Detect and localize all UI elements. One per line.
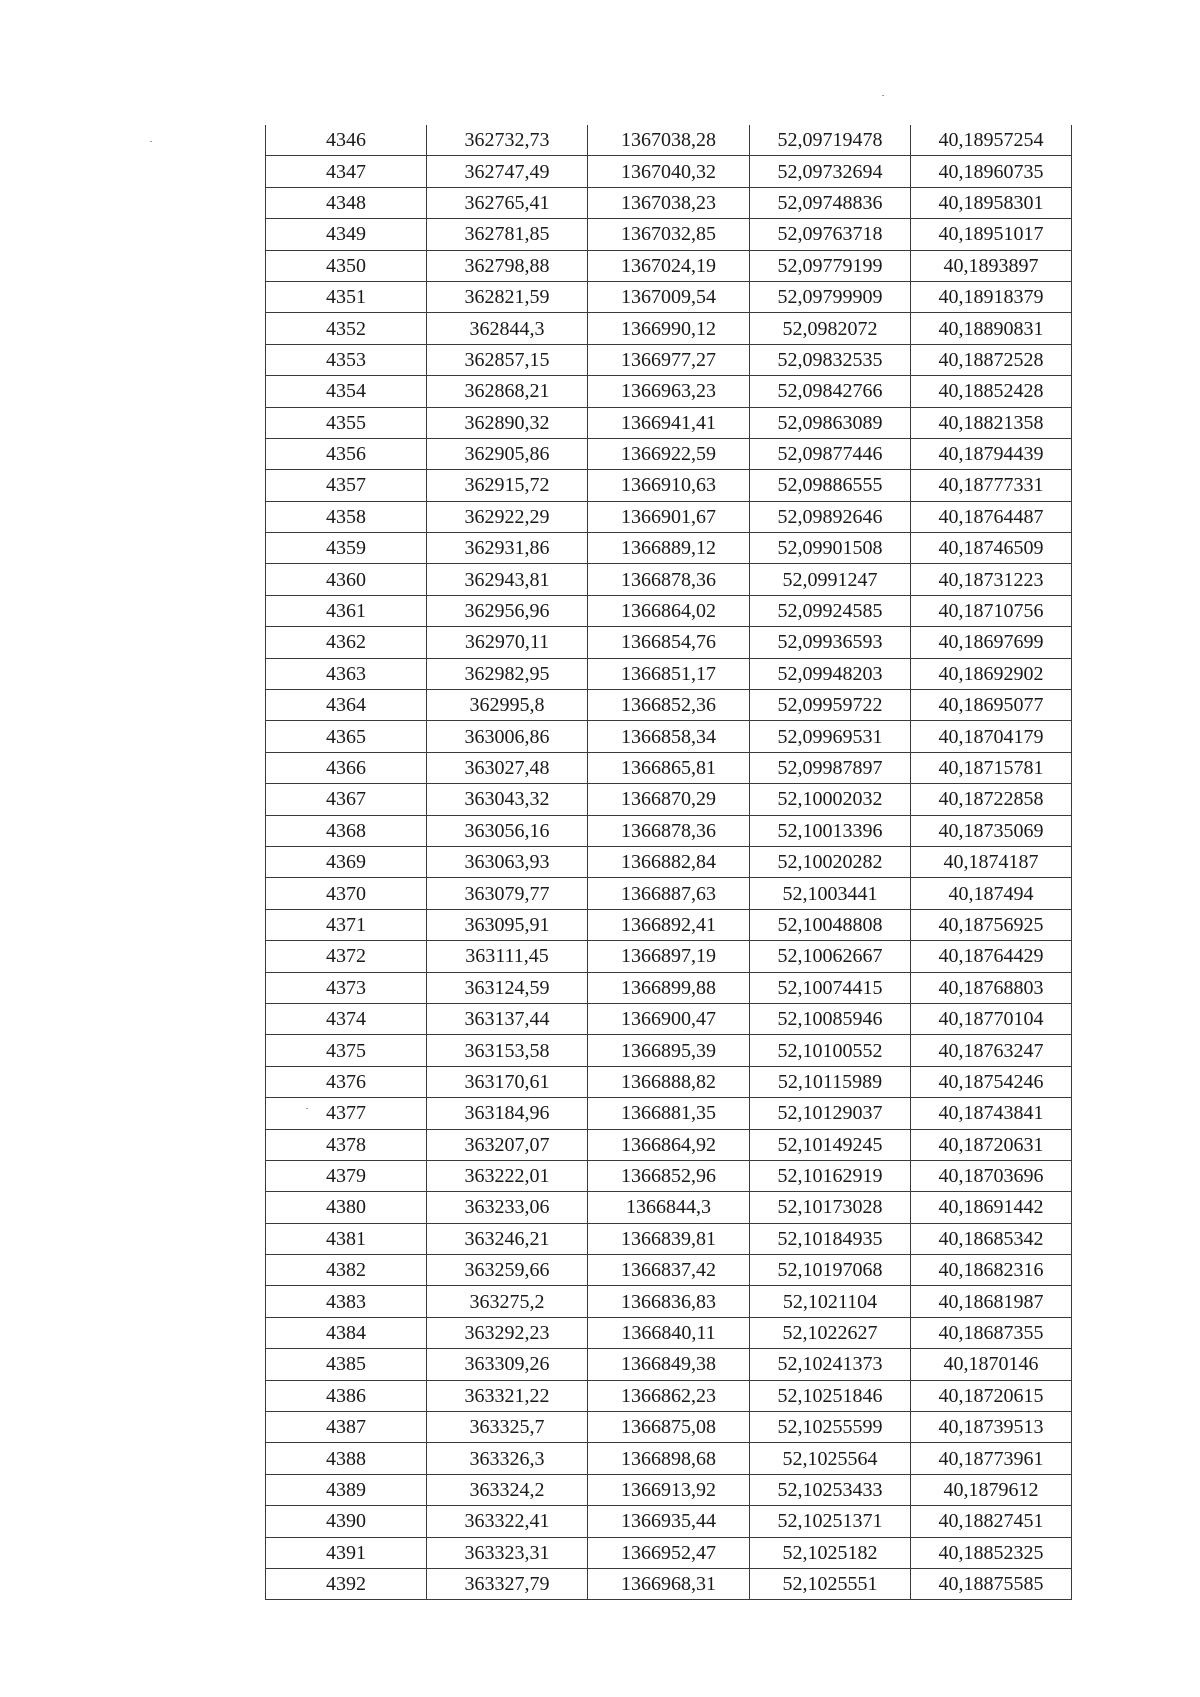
longitude-cell: 40,18872528 xyxy=(911,344,1072,375)
table-row xyxy=(266,941,1072,972)
latitude-cell: 52,09763718 xyxy=(750,219,911,250)
x-coordinate-cell: 362915,72 xyxy=(427,470,588,501)
latitude-cell: 52,09969531 xyxy=(750,721,911,752)
longitude-cell: 40,1870146 xyxy=(911,1349,1072,1380)
longitude-cell: 40,18763247 xyxy=(911,1035,1072,1066)
x-coordinate-cell: 362995,8 xyxy=(427,690,588,721)
point-number-cell: 4384 xyxy=(266,1317,427,1348)
x-coordinate-cell: 363111,45 xyxy=(427,941,588,972)
latitude-cell: 52,09748836 xyxy=(750,187,911,218)
latitude-cell: 52,10115989 xyxy=(750,1066,911,1097)
latitude-cell: 52,09886555 xyxy=(750,470,911,501)
y-coordinate-cell: 1366941,41 xyxy=(588,407,750,438)
y-coordinate-cell: 1366878,36 xyxy=(588,815,750,846)
x-coordinate-cell: 362821,59 xyxy=(427,281,588,312)
y-coordinate-cell: 1366900,47 xyxy=(588,1003,750,1034)
x-coordinate-cell: 362868,21 xyxy=(427,376,588,407)
longitude-cell: 40,18739513 xyxy=(911,1412,1072,1443)
latitude-cell: 52,09719478 xyxy=(750,125,911,156)
x-coordinate-cell: 363095,91 xyxy=(427,909,588,940)
y-coordinate-cell: 1366840,11 xyxy=(588,1317,750,1348)
latitude-cell: 52,10074415 xyxy=(750,972,911,1003)
point-number-cell: 4366 xyxy=(266,752,427,783)
table-row xyxy=(266,658,1072,689)
table-row xyxy=(266,470,1072,501)
x-coordinate-cell: 362732,73 xyxy=(427,125,588,156)
point-number-cell: 4357 xyxy=(266,470,427,501)
y-coordinate-cell: 1367038,23 xyxy=(588,187,750,218)
table-row xyxy=(266,1317,1072,1348)
longitude-cell: 40,18722858 xyxy=(911,784,1072,815)
longitude-cell: 40,18827451 xyxy=(911,1506,1072,1537)
x-coordinate-cell: 362890,32 xyxy=(427,407,588,438)
table-row xyxy=(266,909,1072,940)
longitude-cell: 40,18691442 xyxy=(911,1192,1072,1223)
latitude-cell: 52,09779199 xyxy=(750,250,911,281)
point-number-cell: 4372 xyxy=(266,941,427,972)
y-coordinate-cell: 1366852,36 xyxy=(588,690,750,721)
longitude-cell: 40,18756925 xyxy=(911,909,1072,940)
longitude-cell: 40,18852325 xyxy=(911,1537,1072,1568)
latitude-cell: 52,10048808 xyxy=(750,909,911,940)
latitude-cell: 52,10197068 xyxy=(750,1255,911,1286)
x-coordinate-cell: 363325,7 xyxy=(427,1412,588,1443)
table-row xyxy=(266,1098,1072,1129)
y-coordinate-cell: 1366875,08 xyxy=(588,1412,750,1443)
x-coordinate-cell: 363322,41 xyxy=(427,1506,588,1537)
point-number-cell: 4363 xyxy=(266,658,427,689)
latitude-cell: 52,09901508 xyxy=(750,533,911,564)
longitude-cell: 40,18958301 xyxy=(911,187,1072,218)
longitude-cell: 40,18703696 xyxy=(911,1160,1072,1191)
x-coordinate-cell: 362747,49 xyxy=(427,156,588,187)
longitude-cell: 40,18720631 xyxy=(911,1129,1072,1160)
y-coordinate-cell: 1366889,12 xyxy=(588,533,750,564)
x-coordinate-cell: 363184,96 xyxy=(427,1098,588,1129)
y-coordinate-cell: 1366870,29 xyxy=(588,784,750,815)
longitude-cell: 40,18692902 xyxy=(911,658,1072,689)
point-number-cell: 4379 xyxy=(266,1160,427,1191)
latitude-cell: 52,10129037 xyxy=(750,1098,911,1129)
longitude-cell: 40,18704179 xyxy=(911,721,1072,752)
y-coordinate-cell: 1366892,41 xyxy=(588,909,750,940)
table-row xyxy=(266,344,1072,375)
table-row xyxy=(266,156,1072,187)
point-number-cell: 4375 xyxy=(266,1035,427,1066)
longitude-cell: 40,18754246 xyxy=(911,1066,1072,1097)
table-row xyxy=(266,438,1072,469)
point-number-cell: 4387 xyxy=(266,1412,427,1443)
longitude-cell: 40,18794439 xyxy=(911,438,1072,469)
x-coordinate-cell: 363027,48 xyxy=(427,752,588,783)
x-coordinate-cell: 363079,77 xyxy=(427,878,588,909)
point-number-cell: 4352 xyxy=(266,313,427,344)
longitude-cell: 40,18821358 xyxy=(911,407,1072,438)
latitude-cell: 52,09924585 xyxy=(750,595,911,626)
latitude-cell: 52,1021104 xyxy=(750,1286,911,1317)
table-row xyxy=(266,784,1072,815)
table-row xyxy=(266,1349,1072,1380)
point-number-cell: 4346 xyxy=(266,125,427,156)
y-coordinate-cell: 1366922,59 xyxy=(588,438,750,469)
point-number-cell: 4368 xyxy=(266,815,427,846)
point-number-cell: 4365 xyxy=(266,721,427,752)
table-row xyxy=(266,1506,1072,1537)
table-row xyxy=(266,564,1072,595)
latitude-cell: 52,1025551 xyxy=(750,1568,911,1599)
scan-speck xyxy=(882,95,884,96)
latitude-cell: 52,10253433 xyxy=(750,1474,911,1505)
point-number-cell: 4362 xyxy=(266,627,427,658)
longitude-cell: 40,18951017 xyxy=(911,219,1072,250)
x-coordinate-cell: 363207,07 xyxy=(427,1129,588,1160)
x-coordinate-cell: 362765,41 xyxy=(427,187,588,218)
table-row xyxy=(266,1286,1072,1317)
y-coordinate-cell: 1366901,67 xyxy=(588,501,750,532)
x-coordinate-cell: 363309,26 xyxy=(427,1349,588,1380)
x-coordinate-cell: 363124,59 xyxy=(427,972,588,1003)
table-row xyxy=(266,878,1072,909)
y-coordinate-cell: 1366864,02 xyxy=(588,595,750,626)
y-coordinate-cell: 1366836,83 xyxy=(588,1286,750,1317)
latitude-cell: 52,10020282 xyxy=(750,846,911,877)
point-number-cell: 4361 xyxy=(266,595,427,626)
x-coordinate-cell: 363043,32 xyxy=(427,784,588,815)
table-row xyxy=(266,721,1072,752)
y-coordinate-cell: 1366844,3 xyxy=(588,1192,750,1223)
y-coordinate-cell: 1367032,85 xyxy=(588,219,750,250)
table-row xyxy=(266,250,1072,281)
longitude-cell: 40,18682316 xyxy=(911,1255,1072,1286)
x-coordinate-cell: 363153,58 xyxy=(427,1035,588,1066)
longitude-cell: 40,18687355 xyxy=(911,1317,1072,1348)
y-coordinate-cell: 1366837,42 xyxy=(588,1255,750,1286)
y-coordinate-cell: 1367024,19 xyxy=(588,250,750,281)
latitude-cell: 52,10149245 xyxy=(750,1129,911,1160)
x-coordinate-cell: 362970,11 xyxy=(427,627,588,658)
latitude-cell: 52,10184935 xyxy=(750,1223,911,1254)
point-number-cell: 4350 xyxy=(266,250,427,281)
x-coordinate-cell: 363326,3 xyxy=(427,1443,588,1474)
y-coordinate-cell: 1366990,12 xyxy=(588,313,750,344)
x-coordinate-cell: 363056,16 xyxy=(427,815,588,846)
table-row xyxy=(266,281,1072,312)
scan-speck xyxy=(150,141,152,142)
point-number-cell: 4377 xyxy=(266,1098,427,1129)
point-number-cell: 4391 xyxy=(266,1537,427,1568)
longitude-cell: 40,18731223 xyxy=(911,564,1072,595)
y-coordinate-cell: 1366878,36 xyxy=(588,564,750,595)
point-number-cell: 4370 xyxy=(266,878,427,909)
y-coordinate-cell: 1366935,44 xyxy=(588,1506,750,1537)
table-row xyxy=(266,1474,1072,1505)
y-coordinate-cell: 1366865,81 xyxy=(588,752,750,783)
table-row xyxy=(266,690,1072,721)
coordinates-table-body xyxy=(266,125,1072,1600)
coordinates-table xyxy=(265,125,1072,1600)
latitude-cell: 52,09959722 xyxy=(750,690,911,721)
y-coordinate-cell: 1366977,27 xyxy=(588,344,750,375)
x-coordinate-cell: 362905,86 xyxy=(427,438,588,469)
table-row xyxy=(266,972,1072,1003)
x-coordinate-cell: 363323,31 xyxy=(427,1537,588,1568)
x-coordinate-cell: 363324,2 xyxy=(427,1474,588,1505)
y-coordinate-cell: 1366897,19 xyxy=(588,941,750,972)
point-number-cell: 4348 xyxy=(266,187,427,218)
y-coordinate-cell: 1367040,32 xyxy=(588,156,750,187)
y-coordinate-cell: 1366858,34 xyxy=(588,721,750,752)
longitude-cell: 40,18764429 xyxy=(911,941,1072,972)
x-coordinate-cell: 363137,44 xyxy=(427,1003,588,1034)
y-coordinate-cell: 1366851,17 xyxy=(588,658,750,689)
latitude-cell: 52,09948203 xyxy=(750,658,911,689)
x-coordinate-cell: 362857,15 xyxy=(427,344,588,375)
point-number-cell: 4378 xyxy=(266,1129,427,1160)
x-coordinate-cell: 362956,96 xyxy=(427,595,588,626)
latitude-cell: 52,09842766 xyxy=(750,376,911,407)
y-coordinate-cell: 1366899,88 xyxy=(588,972,750,1003)
longitude-cell: 40,1879612 xyxy=(911,1474,1072,1505)
x-coordinate-cell: 363006,86 xyxy=(427,721,588,752)
point-number-cell: 4353 xyxy=(266,344,427,375)
y-coordinate-cell: 1366952,47 xyxy=(588,1537,750,1568)
longitude-cell: 40,18681987 xyxy=(911,1286,1072,1317)
table-row xyxy=(266,752,1072,783)
point-number-cell: 4381 xyxy=(266,1223,427,1254)
table-row xyxy=(266,815,1072,846)
x-coordinate-cell: 362798,88 xyxy=(427,250,588,281)
longitude-cell: 40,18746509 xyxy=(911,533,1072,564)
y-coordinate-cell: 1366852,96 xyxy=(588,1160,750,1191)
point-number-cell: 4386 xyxy=(266,1380,427,1411)
table-row xyxy=(266,1255,1072,1286)
longitude-cell: 40,18764487 xyxy=(911,501,1072,532)
table-row xyxy=(266,219,1072,250)
latitude-cell: 52,1025564 xyxy=(750,1443,911,1474)
y-coordinate-cell: 1366963,23 xyxy=(588,376,750,407)
point-number-cell: 4390 xyxy=(266,1506,427,1537)
longitude-cell: 40,18685342 xyxy=(911,1223,1072,1254)
longitude-cell: 40,18695077 xyxy=(911,690,1072,721)
longitude-cell: 40,18768803 xyxy=(911,972,1072,1003)
point-number-cell: 4351 xyxy=(266,281,427,312)
table-row xyxy=(266,407,1072,438)
y-coordinate-cell: 1366849,38 xyxy=(588,1349,750,1380)
y-coordinate-cell: 1367038,28 xyxy=(588,125,750,156)
x-coordinate-cell: 362982,95 xyxy=(427,658,588,689)
table-row xyxy=(266,1380,1072,1411)
point-number-cell: 4388 xyxy=(266,1443,427,1474)
point-number-cell: 4358 xyxy=(266,501,427,532)
longitude-cell: 40,18890831 xyxy=(911,313,1072,344)
point-number-cell: 4389 xyxy=(266,1474,427,1505)
latitude-cell: 52,10085946 xyxy=(750,1003,911,1034)
y-coordinate-cell: 1366913,92 xyxy=(588,1474,750,1505)
table-row xyxy=(266,1035,1072,1066)
table-row xyxy=(266,627,1072,658)
latitude-cell: 52,10002032 xyxy=(750,784,911,815)
longitude-cell: 40,18852428 xyxy=(911,376,1072,407)
x-coordinate-cell: 363292,23 xyxy=(427,1317,588,1348)
x-coordinate-cell: 363233,06 xyxy=(427,1192,588,1223)
table-row xyxy=(266,125,1072,156)
latitude-cell: 52,09877446 xyxy=(750,438,911,469)
latitude-cell: 52,10062667 xyxy=(750,941,911,972)
y-coordinate-cell: 1366854,76 xyxy=(588,627,750,658)
x-coordinate-cell: 362844,3 xyxy=(427,313,588,344)
point-number-cell: 4380 xyxy=(266,1192,427,1223)
x-coordinate-cell: 363246,21 xyxy=(427,1223,588,1254)
x-coordinate-cell: 362922,29 xyxy=(427,501,588,532)
point-number-cell: 4371 xyxy=(266,909,427,940)
x-coordinate-cell: 363275,2 xyxy=(427,1286,588,1317)
x-coordinate-cell: 362781,85 xyxy=(427,219,588,250)
table-row xyxy=(266,1412,1072,1443)
y-coordinate-cell: 1366862,23 xyxy=(588,1380,750,1411)
latitude-cell: 52,09936593 xyxy=(750,627,911,658)
table-row xyxy=(266,1192,1072,1223)
latitude-cell: 52,10013396 xyxy=(750,815,911,846)
longitude-cell: 40,18697699 xyxy=(911,627,1072,658)
table-row xyxy=(266,1129,1072,1160)
point-number-cell: 4369 xyxy=(266,846,427,877)
x-coordinate-cell: 363222,01 xyxy=(427,1160,588,1191)
table-row xyxy=(266,376,1072,407)
latitude-cell: 52,09987897 xyxy=(750,752,911,783)
table-row xyxy=(266,1223,1072,1254)
point-number-cell: 4367 xyxy=(266,784,427,815)
longitude-cell: 40,1874187 xyxy=(911,846,1072,877)
point-number-cell: 4355 xyxy=(266,407,427,438)
latitude-cell: 52,0991247 xyxy=(750,564,911,595)
latitude-cell: 52,10173028 xyxy=(750,1192,911,1223)
table-row xyxy=(266,1443,1072,1474)
x-coordinate-cell: 362943,81 xyxy=(427,564,588,595)
latitude-cell: 52,09832535 xyxy=(750,344,911,375)
point-number-cell: 4392 xyxy=(266,1568,427,1599)
latitude-cell: 52,09863089 xyxy=(750,407,911,438)
latitude-cell: 52,09799909 xyxy=(750,281,911,312)
point-number-cell: 4359 xyxy=(266,533,427,564)
latitude-cell: 52,10251371 xyxy=(750,1506,911,1537)
latitude-cell: 52,09892646 xyxy=(750,501,911,532)
table-row xyxy=(266,1568,1072,1599)
latitude-cell: 52,10241373 xyxy=(750,1349,911,1380)
table-row xyxy=(266,1160,1072,1191)
table-row xyxy=(266,533,1072,564)
table-row xyxy=(266,1003,1072,1034)
point-number-cell: 4382 xyxy=(266,1255,427,1286)
longitude-cell: 40,18710756 xyxy=(911,595,1072,626)
longitude-cell: 40,18743841 xyxy=(911,1098,1072,1129)
longitude-cell: 40,18773961 xyxy=(911,1443,1072,1474)
table-row xyxy=(266,313,1072,344)
latitude-cell: 52,10255599 xyxy=(750,1412,911,1443)
latitude-cell: 52,10251846 xyxy=(750,1380,911,1411)
x-coordinate-cell: 363327,79 xyxy=(427,1568,588,1599)
y-coordinate-cell: 1366888,82 xyxy=(588,1066,750,1097)
latitude-cell: 52,1022627 xyxy=(750,1317,911,1348)
table-row xyxy=(266,1066,1072,1097)
latitude-cell: 52,0982072 xyxy=(750,313,911,344)
longitude-cell: 40,18960735 xyxy=(911,156,1072,187)
point-number-cell: 4360 xyxy=(266,564,427,595)
table-row xyxy=(266,595,1072,626)
point-number-cell: 4349 xyxy=(266,219,427,250)
y-coordinate-cell: 1366968,31 xyxy=(588,1568,750,1599)
x-coordinate-cell: 363170,61 xyxy=(427,1066,588,1097)
y-coordinate-cell: 1366882,84 xyxy=(588,846,750,877)
longitude-cell: 40,18735069 xyxy=(911,815,1072,846)
longitude-cell: 40,18957254 xyxy=(911,125,1072,156)
y-coordinate-cell: 1366864,92 xyxy=(588,1129,750,1160)
table-row xyxy=(266,1537,1072,1568)
y-coordinate-cell: 1366910,63 xyxy=(588,470,750,501)
latitude-cell: 52,09732694 xyxy=(750,156,911,187)
x-coordinate-cell: 363259,66 xyxy=(427,1255,588,1286)
latitude-cell: 52,1025182 xyxy=(750,1537,911,1568)
x-coordinate-cell: 362931,86 xyxy=(427,533,588,564)
point-number-cell: 4376 xyxy=(266,1066,427,1097)
latitude-cell: 52,10100552 xyxy=(750,1035,911,1066)
longitude-cell: 40,18770104 xyxy=(911,1003,1072,1034)
y-coordinate-cell: 1367009,54 xyxy=(588,281,750,312)
point-number-cell: 4385 xyxy=(266,1349,427,1380)
longitude-cell: 40,18875585 xyxy=(911,1568,1072,1599)
x-coordinate-cell: 363063,93 xyxy=(427,846,588,877)
longitude-cell: 40,187494 xyxy=(911,878,1072,909)
y-coordinate-cell: 1366881,35 xyxy=(588,1098,750,1129)
point-number-cell: 4356 xyxy=(266,438,427,469)
table-row xyxy=(266,501,1072,532)
longitude-cell: 40,18720615 xyxy=(911,1380,1072,1411)
longitude-cell: 40,18777331 xyxy=(911,470,1072,501)
longitude-cell: 40,18918379 xyxy=(911,281,1072,312)
y-coordinate-cell: 1366839,81 xyxy=(588,1223,750,1254)
x-coordinate-cell: 363321,22 xyxy=(427,1380,588,1411)
latitude-cell: 52,1003441 xyxy=(750,878,911,909)
table-row xyxy=(266,846,1072,877)
table-row xyxy=(266,187,1072,218)
point-number-cell: 4373 xyxy=(266,972,427,1003)
point-number-cell: 4383 xyxy=(266,1286,427,1317)
y-coordinate-cell: 1366895,39 xyxy=(588,1035,750,1066)
latitude-cell: 52,10162919 xyxy=(750,1160,911,1191)
point-number-cell: 4354 xyxy=(266,376,427,407)
y-coordinate-cell: 1366898,68 xyxy=(588,1443,750,1474)
longitude-cell: 40,1893897 xyxy=(911,250,1072,281)
point-number-cell: 4364 xyxy=(266,690,427,721)
point-number-cell: 4347 xyxy=(266,156,427,187)
point-number-cell: 4374 xyxy=(266,1003,427,1034)
y-coordinate-cell: 1366887,63 xyxy=(588,878,750,909)
longitude-cell: 40,18715781 xyxy=(911,752,1072,783)
